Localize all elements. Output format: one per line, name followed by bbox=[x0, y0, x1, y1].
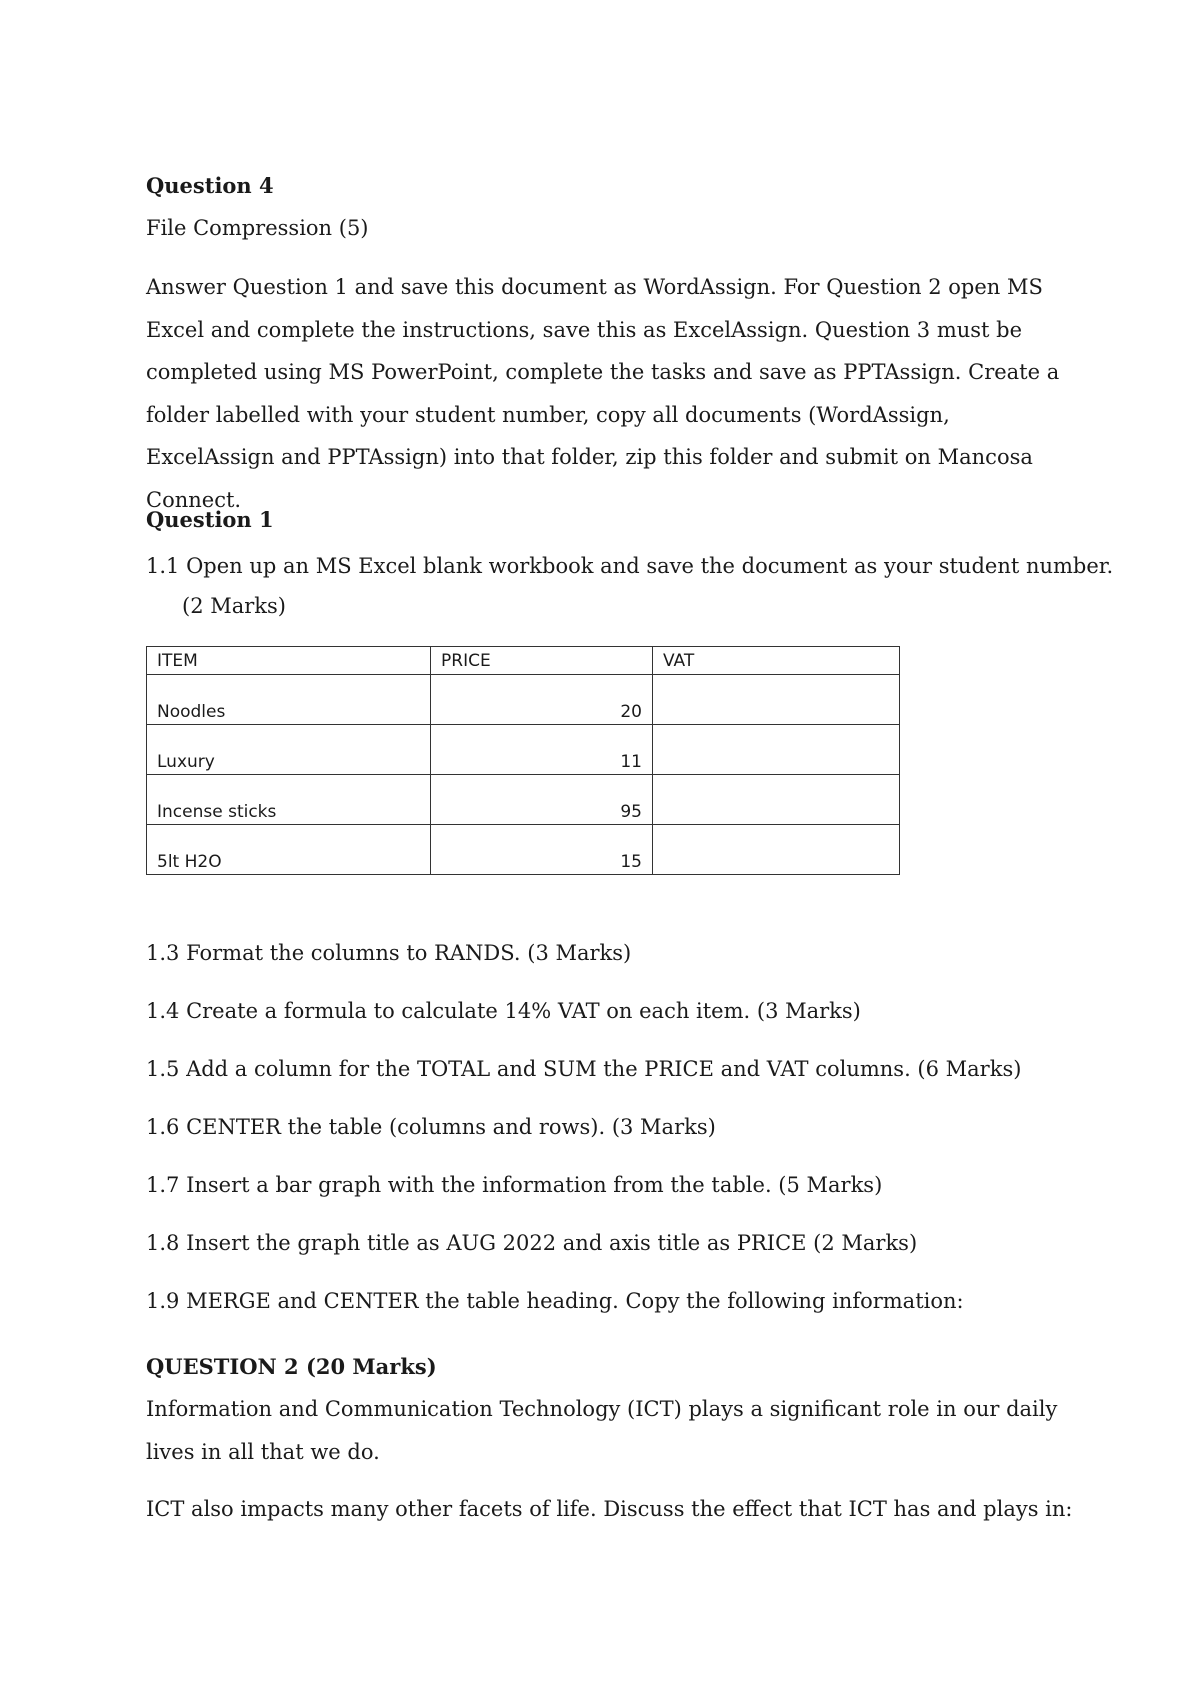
table-row bbox=[147, 825, 900, 875]
cell-price: 95 bbox=[431, 775, 653, 825]
cell-price: 11 bbox=[431, 725, 653, 775]
cell-vat bbox=[653, 775, 900, 825]
header-price: PRICE bbox=[431, 647, 653, 675]
cell-vat bbox=[653, 675, 900, 725]
task-1-3: 1.3 Format the columns to RANDS. (3 Marks) bbox=[146, 941, 632, 965]
cell-item: Luxury bbox=[147, 725, 431, 775]
price-table bbox=[146, 646, 900, 875]
question-2-paragraph-2: ICT also impacts many other facets of life. Discuss the effect that ICT has and plays in: bbox=[146, 1497, 1073, 1521]
task-1-6: 1.6 CENTER the table (columns and rows). (3 Marks) bbox=[146, 1115, 716, 1139]
cell-item: 5lt H2O bbox=[147, 825, 431, 875]
question-1-heading: Question 1 bbox=[146, 507, 274, 532]
question-4-subheading: File Compression (5) bbox=[146, 216, 369, 240]
table-row bbox=[147, 725, 900, 775]
task-1-4: 1.4 Create a formula to calculate 14% VAT on each item. (3 Marks) bbox=[146, 999, 861, 1023]
question-4-heading: Question 4 bbox=[146, 173, 274, 198]
question-2-paragraph-1: Information and Communication Technology (ICT) plays a significant role in our daily lives in all that we do. bbox=[146, 1397, 1058, 1464]
task-1-7: 1.7 Insert a bar graph with the information from the table. (5 Marks) bbox=[146, 1173, 883, 1197]
question-4-instructions bbox=[146, 266, 1066, 521]
table-row bbox=[147, 775, 900, 825]
table-header-row bbox=[147, 647, 900, 675]
cell-vat bbox=[653, 725, 900, 775]
cell-item: Noodles bbox=[147, 675, 431, 725]
task-1-1: 1.1 Open up an MS Excel blank workbook and save the document as your student number. (2 Marks) bbox=[146, 554, 1114, 618]
cell-item: Incense sticks bbox=[147, 775, 431, 825]
table-row bbox=[147, 675, 900, 725]
task-1-5: 1.5 Add a column for the TOTAL and SUM the PRICE and VAT columns. (6 Marks) bbox=[146, 1057, 1022, 1081]
header-vat: VAT bbox=[653, 647, 900, 675]
header-item: ITEM bbox=[147, 647, 431, 675]
instructions-paragraph: Answer Question 1 and save this document as WordAssign. For Question 2 open MS Excel and complete the instructions, save this as ExcelAssign. Question 3 must be completed using MS PowerPoint, complete the tasks and save as PPTAssign. Create a folder labelled with your student number, copy all documents (WordAssign, ExcelAssign and PPTAssign) into that folder, zip this folder and submit on Mancosa Connect. bbox=[146, 275, 1060, 512]
question-2-heading: QUESTION 2 (20 Marks) bbox=[146, 1354, 437, 1379]
cell-price: 20 bbox=[431, 675, 653, 725]
task-1-9: 1.9 MERGE and CENTER the table heading. Copy the following information: bbox=[146, 1289, 964, 1313]
cell-vat bbox=[653, 825, 900, 875]
cell-price: 15 bbox=[431, 825, 653, 875]
task-1-8: 1.8 Insert the graph title as AUG 2022 and axis title as PRICE (2 Marks) bbox=[146, 1231, 918, 1255]
